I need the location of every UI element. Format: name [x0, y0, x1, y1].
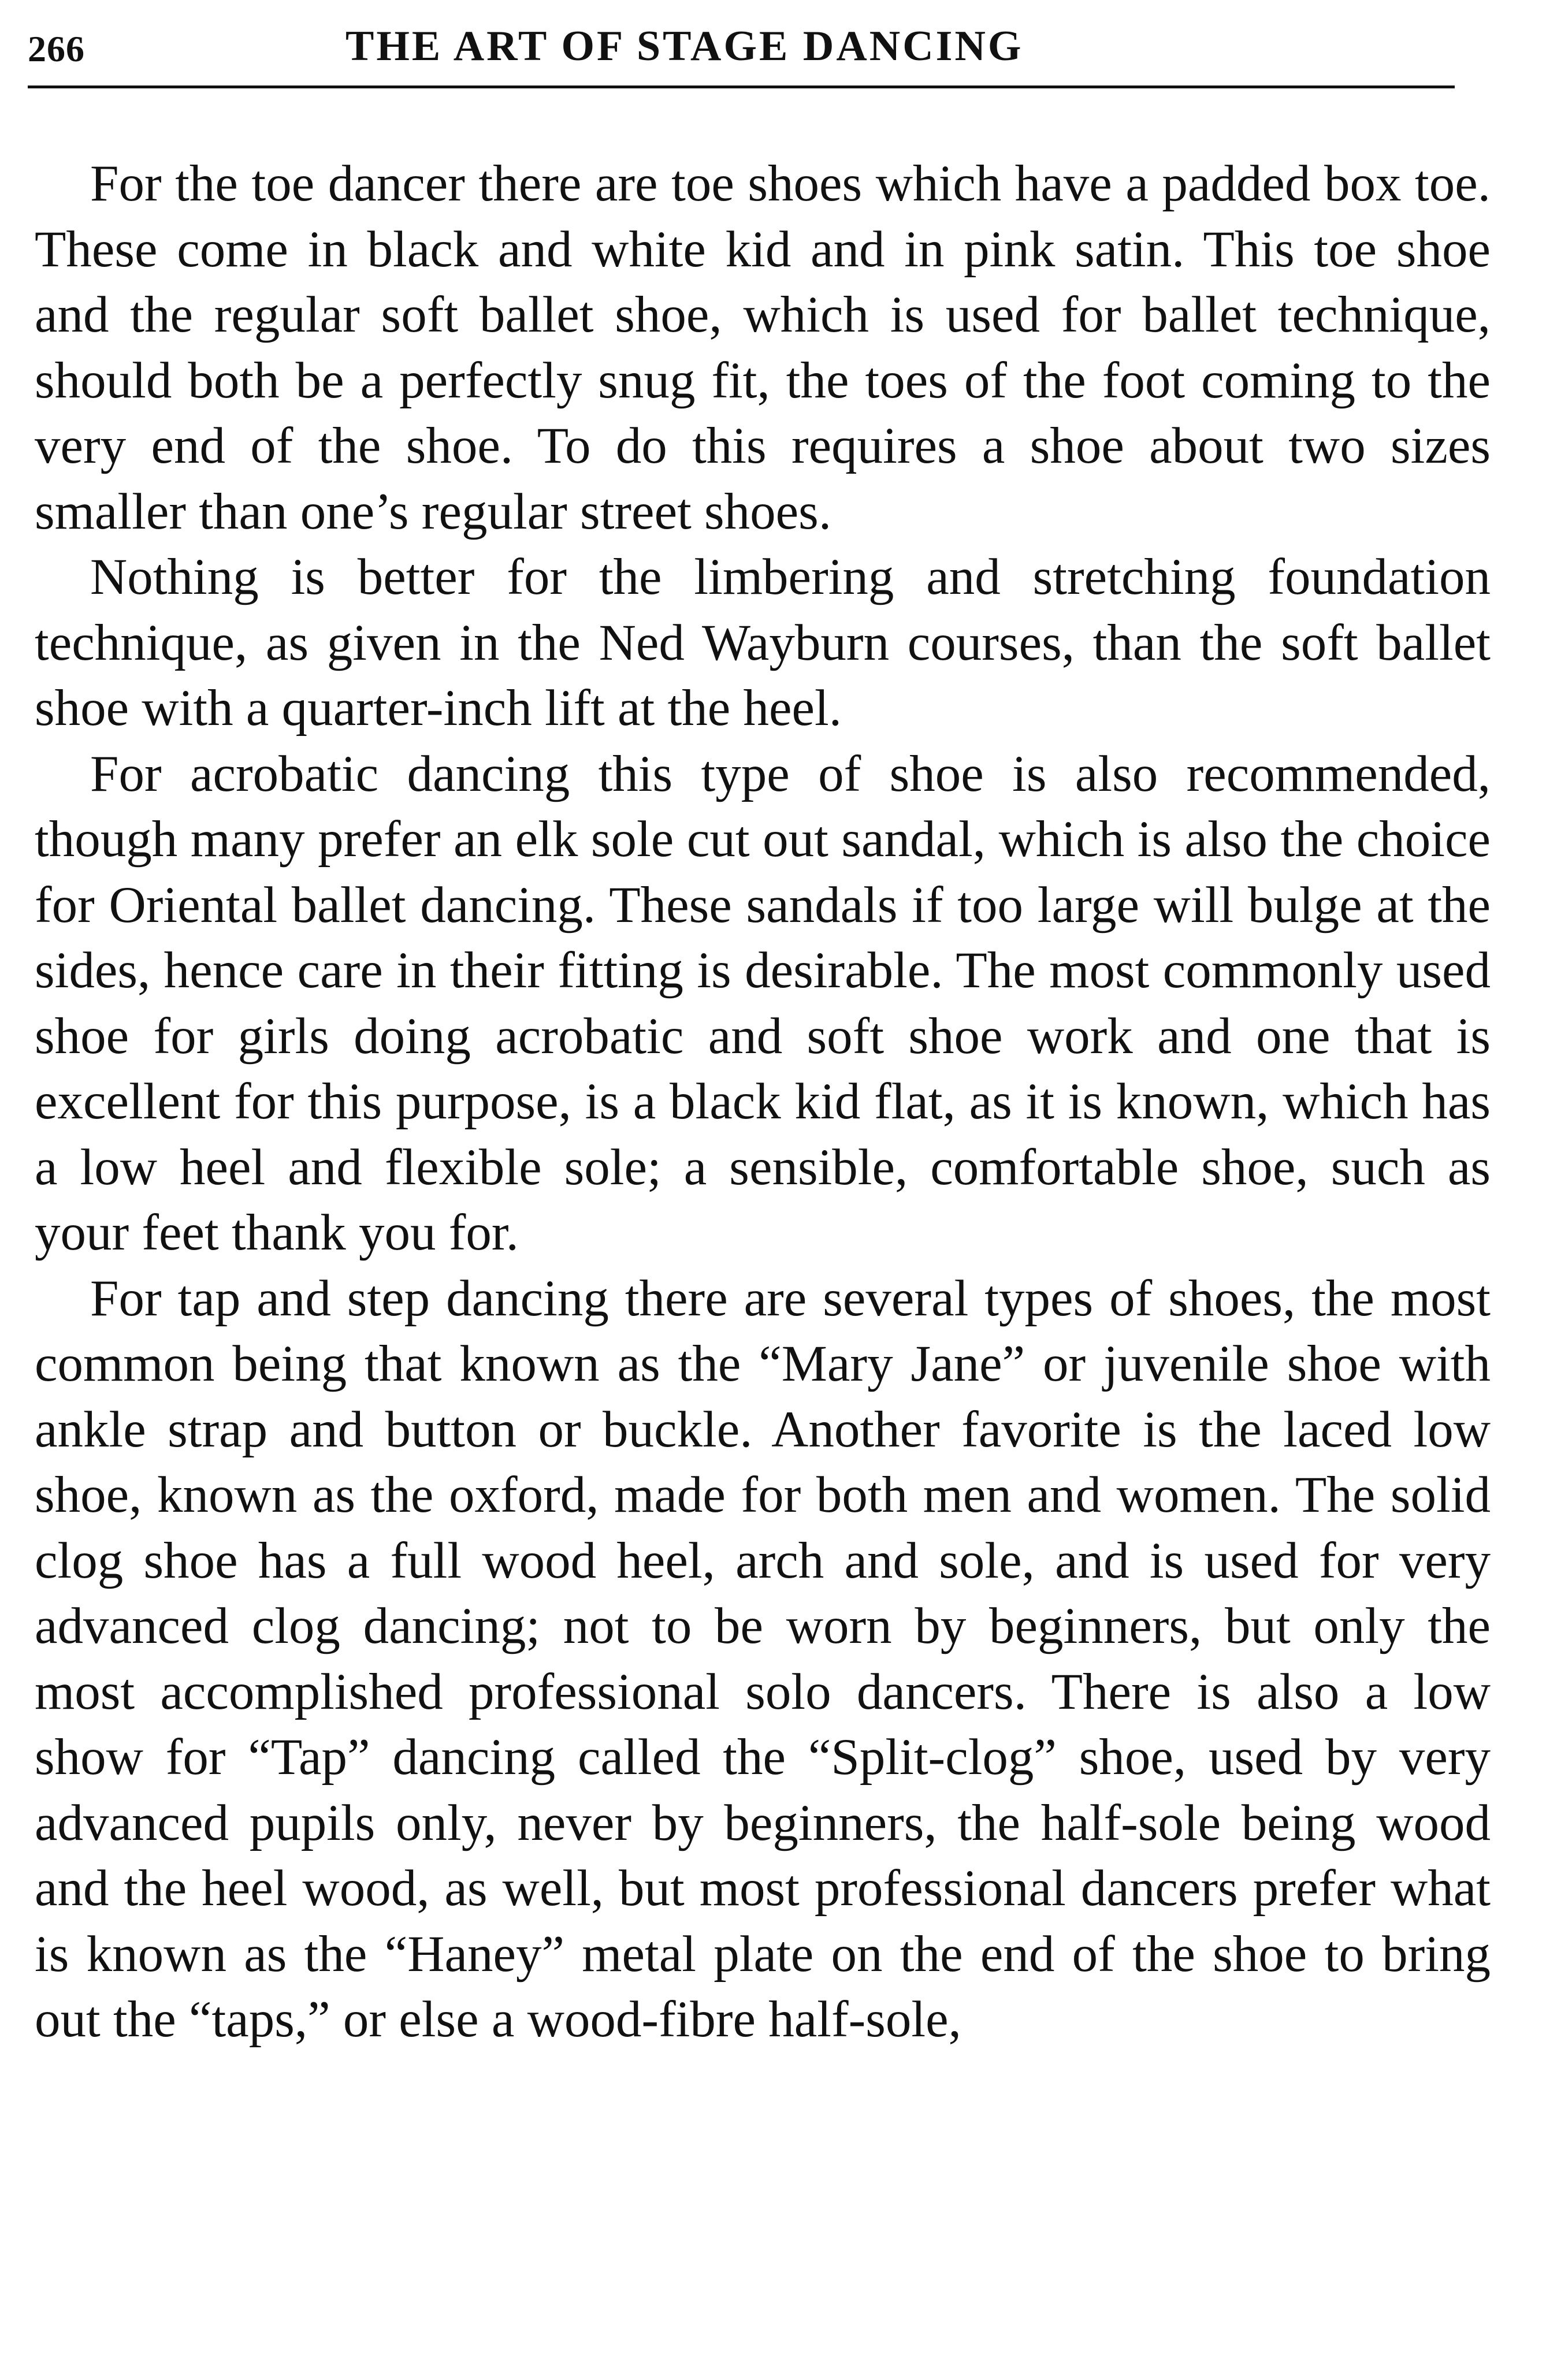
paragraph: For the toe dancer there are toe shoes which have a padded box toe. These come in black and white kid and in pink satin. This toe shoe and the regular soft ballet shoe, which is used for ballet technique, should both be a perfectly snug fit, the toes of the foot coming to the very end of the shoe. To do this requires a shoe about two sizes smaller than one’s regular street shoes.: [35, 155, 1491, 540]
running-title: THE ART OF STAGE DANCING: [345, 23, 1024, 70]
paragraph: Nothing is better for the limbering and stretching foundation technique, as given in the Ned Wayburn courses, than the soft ballet shoe with a quarter-inch lift at the heel.: [35, 549, 1491, 737]
page-header: [28, 22, 1455, 88]
page-number: 266: [28, 28, 85, 69]
body-text: [35, 151, 1491, 2053]
paragraph: For acrobatic dancing this type of shoe is also recommended, though many prefer an elk sole cut out sandal, which is also the choice for Oriental ballet dancing. These sandals if too large will bulge at the sides, hence care in their fitting is desirable. The most commonly used shoe for girls doing acrobatic and soft shoe work and one that is excellent for this purpose, is a black kid flat, as it is known, which has a low heel and flexible sole; a sensible, comfortable shoe, such as your feet thank you for.: [35, 745, 1491, 1261]
paragraph: For tap and step dancing there are several types of shoes, the most common being that known as the “Mary Jane” or juvenile shoe with ankle strap and button or buckle. Another favorite is the laced low shoe, known as the oxford, made for both men and women. The solid clog shoe has a full wood heel, arch and sole, and is used for very advanced clog dancing; not to be worn by beginners, but only the most accomplished professional solo dancers. There is also a low show for “Tap” dancing called the “Split-clog” shoe, used by very advanced pupils only, never by beginners, the half-sole being wood and the heel wood, as well, but most professional dancers prefer what is known as the “Haney” metal plate on the end of the shoe to bring out the “taps,” or else a wood-fibre half-sole,: [35, 1270, 1491, 2048]
